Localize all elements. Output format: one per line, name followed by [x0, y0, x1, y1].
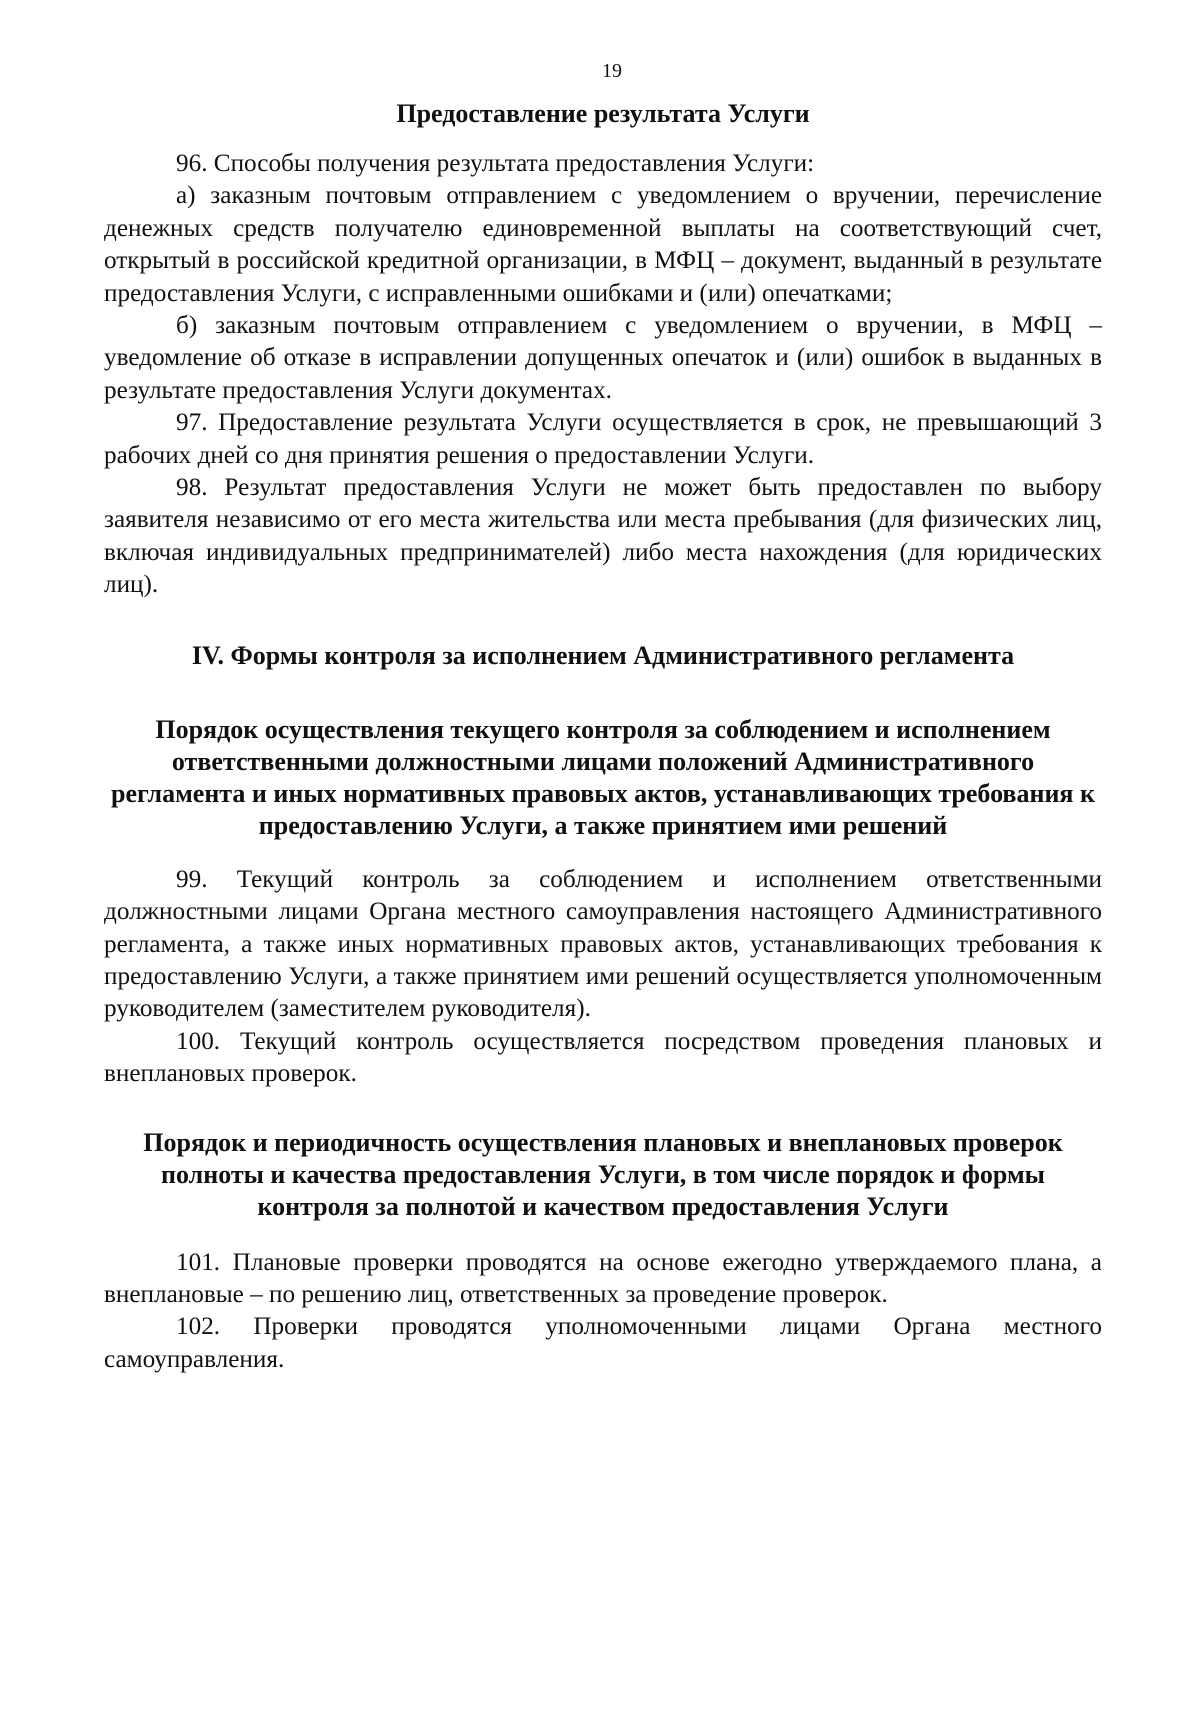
paragraph-100: 100. Текущий контроль осуществляется посредством проведения плановых и внеплановых проверок.: [104, 1027, 1102, 1088]
paragraph-97: 97. Предоставление результата Услуги осуществляется в срок, не превышающий 3 рабочих дней со дня принятия решения о предоставлении Услуги.: [104, 409, 1102, 469]
section-heading-current-control: Порядок осуществления текущего контроля за соблюдением и исполнением ответственными должностными лицами положений Административного регламента и иных нормативных правовых актов, устанавливающих требования к предоставлению Услуги, а также принятием ими решений: [111, 714, 1095, 840]
page-number: 19: [602, 60, 622, 82]
paragraph-96-a: а) заказным почтовым отправлением с уведомлением о вручении, перечисление денежных средств получателю единовременной выплаты на соответствующий счет, открытый в российской кредитной организации, в МФЦ – документ, выданный в результате предоставления Услуги, с исправленными ошибками и (или) опечатками;: [104, 182, 1102, 307]
paragraph-96: 96. Способы получения результата предоставления Услуги:: [176, 150, 815, 177]
paragraph-96-b: б) заказным почтовым отправлением с уведомлением о вручении, в МФЦ – уведомление об отказе в исправлении допущенных опечаток и (или) ошибок в выданных в результате предоставления Услуги документах.: [104, 312, 1102, 404]
paragraph-102: 102. Проверки проводятся уполномоченными лицами Органа местного самоуправления.: [104, 1313, 1102, 1373]
paragraph-101: 101. Плановые проверки проводятся на основе ежегодно утверждаемого плана, а внеплановые – по решению лиц, ответственных за проведение проверок.: [104, 1248, 1102, 1308]
paragraph-98: 98. Результат предоставления Услуги не может быть предоставлен по выбору заявителя независимо от его места жительства или места пребывания (для физических лиц, включая индивидуальных предпринимателей) либо места нахождения (для юридических лиц).: [104, 474, 1102, 599]
chapter-heading-iv: IV. Формы контроля за исполнением Административного регламента: [191, 640, 1015, 670]
paragraph-99: 99. Текущий контроль за соблюдением и исполнением ответственными должностными лицами Органа местного самоуправления настоящего Административного регламента, а также иных нормативных правовых актов, устанавливающих требования к предоставлению Услуги, а также принятием ими решений осуществляется уполномоченным руководителем (заместителем руководителя).: [104, 865, 1102, 1023]
section-heading-inspections: Порядок и периодичность осуществления плановых и внеплановых проверок полноты и качества предоставления Услуги, в том числе порядок и формы контроля за полнотой и качеством предоставления Услуги: [143, 1127, 1063, 1221]
section-heading-result: Предоставление результата Услуги: [396, 99, 810, 128]
